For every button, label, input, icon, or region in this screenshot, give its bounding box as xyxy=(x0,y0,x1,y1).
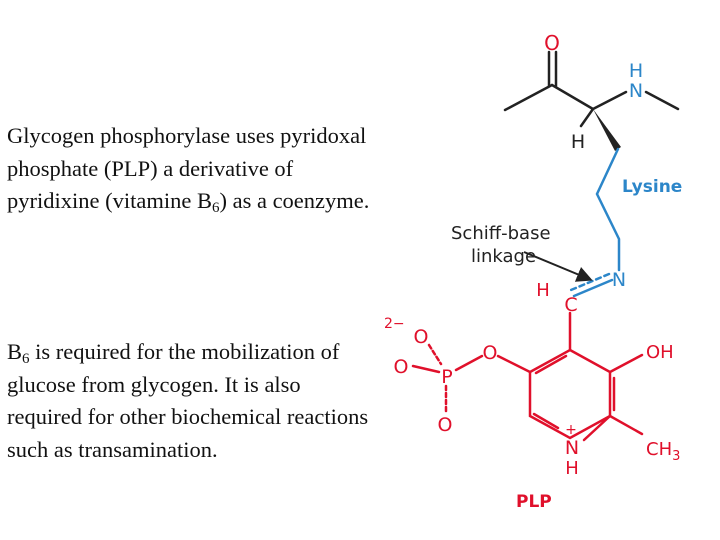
paragraph1-subscript: 6 xyxy=(211,200,220,216)
wedge-bond xyxy=(593,109,621,151)
atom-o-bridge: O xyxy=(482,342,498,364)
label-linkage: linkage xyxy=(471,246,537,267)
group-oh: OH xyxy=(646,342,674,363)
paragraph1-tail: ) as a coenzyme. xyxy=(219,188,370,213)
paragraph2-lead: B xyxy=(7,339,23,364)
atom-h-ring: H xyxy=(565,458,579,479)
ch3-subscript: 3 xyxy=(672,449,681,464)
lysine-backbone-bonds xyxy=(505,52,678,126)
atom-plus-charge: + xyxy=(565,422,577,438)
ch3-main: CH xyxy=(646,439,673,460)
atom-h-alpha: H xyxy=(570,131,586,153)
atom-n-amide: N xyxy=(628,80,644,102)
paragraph2-subscript: 6 xyxy=(22,351,30,367)
label-schiff-base: Schiff-base xyxy=(451,223,551,244)
label-plp: PLP xyxy=(516,492,552,512)
atom-o-phosphate-left: O xyxy=(393,356,409,378)
charge-label: 2− xyxy=(384,316,405,332)
atom-h-amide: H xyxy=(628,60,644,82)
paragraph1-text: Glycogen phosphorylase uses pyridoxal phosphate (PLP) a derivative of pyridixine (vitamine B xyxy=(7,123,367,213)
atom-c-imine: C xyxy=(564,294,578,316)
label-lysine: Lysine xyxy=(622,177,683,197)
atom-n-ring: N xyxy=(564,437,580,459)
atom-h-imine: H xyxy=(536,280,550,301)
atom-o-phosphate-top: O xyxy=(413,326,429,348)
atom-p: P xyxy=(441,366,453,388)
atom-n-imine: N xyxy=(611,269,627,291)
group-ch3 xyxy=(646,439,680,464)
paragraph2-text: is required for the mobilization of glucose from glycogen. It is also required for other biochemical reactions such as transamination. xyxy=(7,339,369,462)
atom-o-carbonyl: O xyxy=(544,31,560,55)
atom-o-phosphate-bottom: O xyxy=(437,414,453,436)
